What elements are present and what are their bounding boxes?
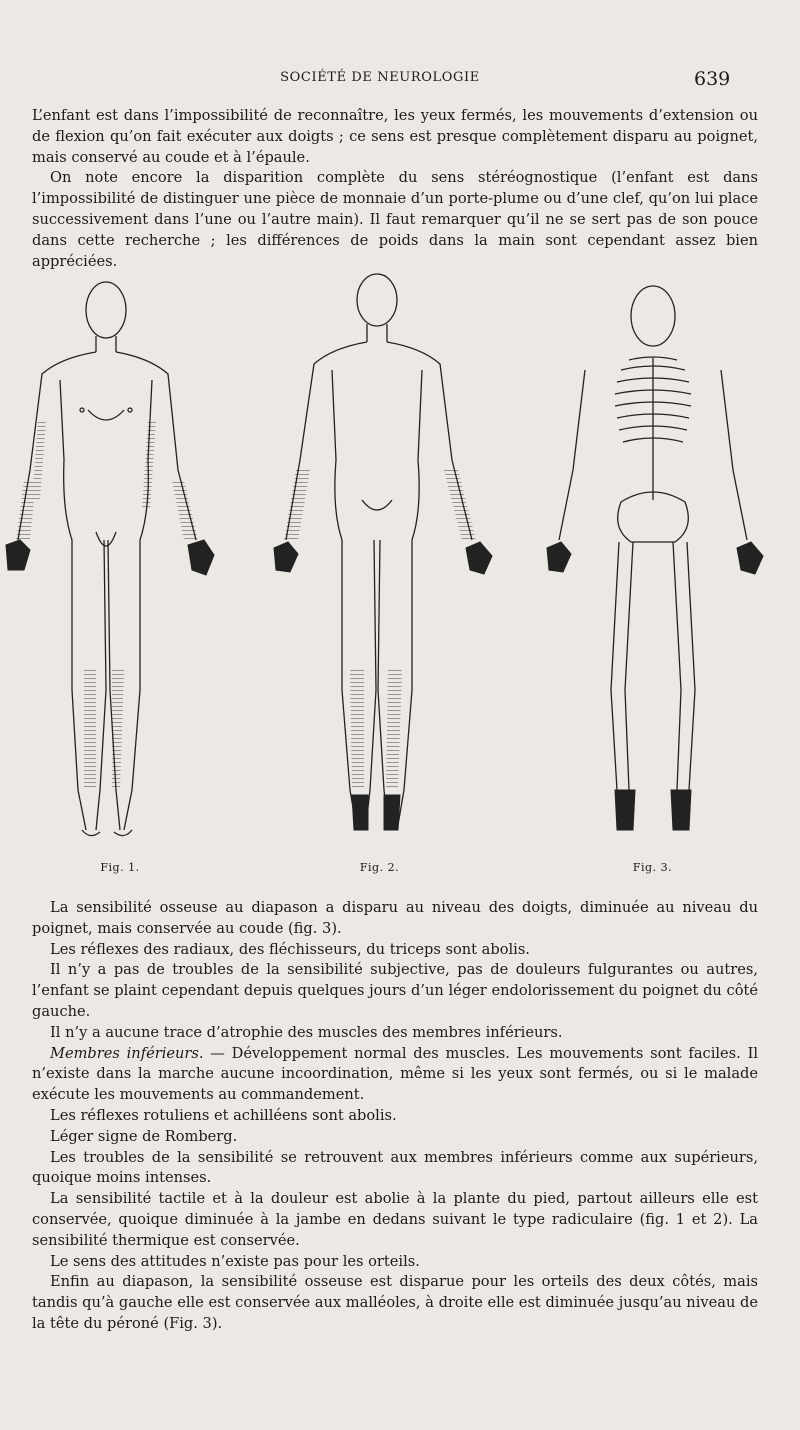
running-title: SOCIÉTÉ DE NEUROLOGIE [280, 70, 480, 85]
paragraph: L’enfant est dans l’impossibilité de reconnaître, les yeux fermés, les mouvements d’extension ou de flexion qu’on fait exécuter aux doigts ; ce sens est presque complètement disparu au poignet, mais conservé au coude et à l’épaule. [32, 107, 758, 166]
paragraph: Les réflexes rotuliens et achilléens sont abolis. [50, 1106, 397, 1124]
figure-2-caption: Fig. 2. [359, 861, 400, 874]
paragraph-text: — Développement normal des muscles. Les mouvements sont faciles. Il n’existe dans la marche aucune incoordination, même si les yeux sont fermés, ou si le malade exécute les mouvements au commandement. [32, 1044, 759, 1104]
figure-3 [525, 270, 780, 880]
back-body-illustration [252, 270, 507, 850]
paragraph: La sensibilité tactile et à la douleur est abolie à la plante du pied, partout ailleurs elle est conservée, quoique diminuée à la jambe en dedans suivant le type radiculaire (fig. 1 et 2). La sensibilité thermique est conservée. [32, 1190, 758, 1249]
paragraph: Le sens des attitudes n’existe pas pour les orteils. [50, 1252, 420, 1270]
page-number: 639 [694, 68, 731, 90]
figure-1 [0, 270, 240, 880]
figure-1-caption: Fig. 1. [100, 861, 140, 874]
paragraph: La sensibilité osseuse au diapason a disparu au niveau des doigts, diminuée au niveau du poignet, mais conservée au coude (fig. 3). [32, 899, 758, 937]
paragraph [32, 1044, 758, 1106]
paragraph: Les réflexes des radiaux, des fléchisseurs, du triceps sont abolis. [50, 940, 530, 958]
paragraph: Enfin au diapason, la sensibilité osseuse est disparue pour les orteils des deux côtés, mais tandis qu’à gauche elle est conservée aux malléoles, à droite elle est diminuée jusqu’au niveau de la tête du péroné (Fig. 3). [32, 1273, 758, 1332]
figure-3-caption: Fig. 3. [632, 861, 673, 874]
paragraph: On note encore la disparition complète du sens stéréognostique (l’enfant est dans l’impossibilité de distinguer une pièce de monnaie d’un porte-plume ou d’une clef, qu’on lui place successivement dans l’une ou l’autre main). Il faut remarquer qu’il ne se sert pas de son pouce dans cette recherche ; les différences de poids dans la main sont cependant assez bien appréciées. [32, 169, 758, 270]
paragraph: Il n’y a aucune trace d’atrophie des muscles des membres inférieurs. [50, 1023, 563, 1041]
front-body-illustration [0, 270, 240, 850]
figure-2 [252, 270, 507, 880]
skeleton-illustration [525, 270, 780, 850]
paragraph: Léger signe de Romberg. [50, 1127, 238, 1145]
section-label: Membres inférieurs. [50, 1044, 204, 1062]
paragraph: Il n’y a pas de troubles de la sensibilité subjective, pas de douleurs fulgurantes ou autres, l’enfant se plaint cependant depuis quelques jours d’un léger endolorissement du poignet du côté gauche. [32, 961, 758, 1020]
body-text-top [32, 106, 758, 272]
paragraph: Les troubles de la sensibilité se retrouvent aux membres inférieurs comme aux supérieurs, quoique moins intenses. [32, 1148, 758, 1187]
body-text-bottom [32, 898, 758, 1335]
running-head [0, 68, 800, 92]
